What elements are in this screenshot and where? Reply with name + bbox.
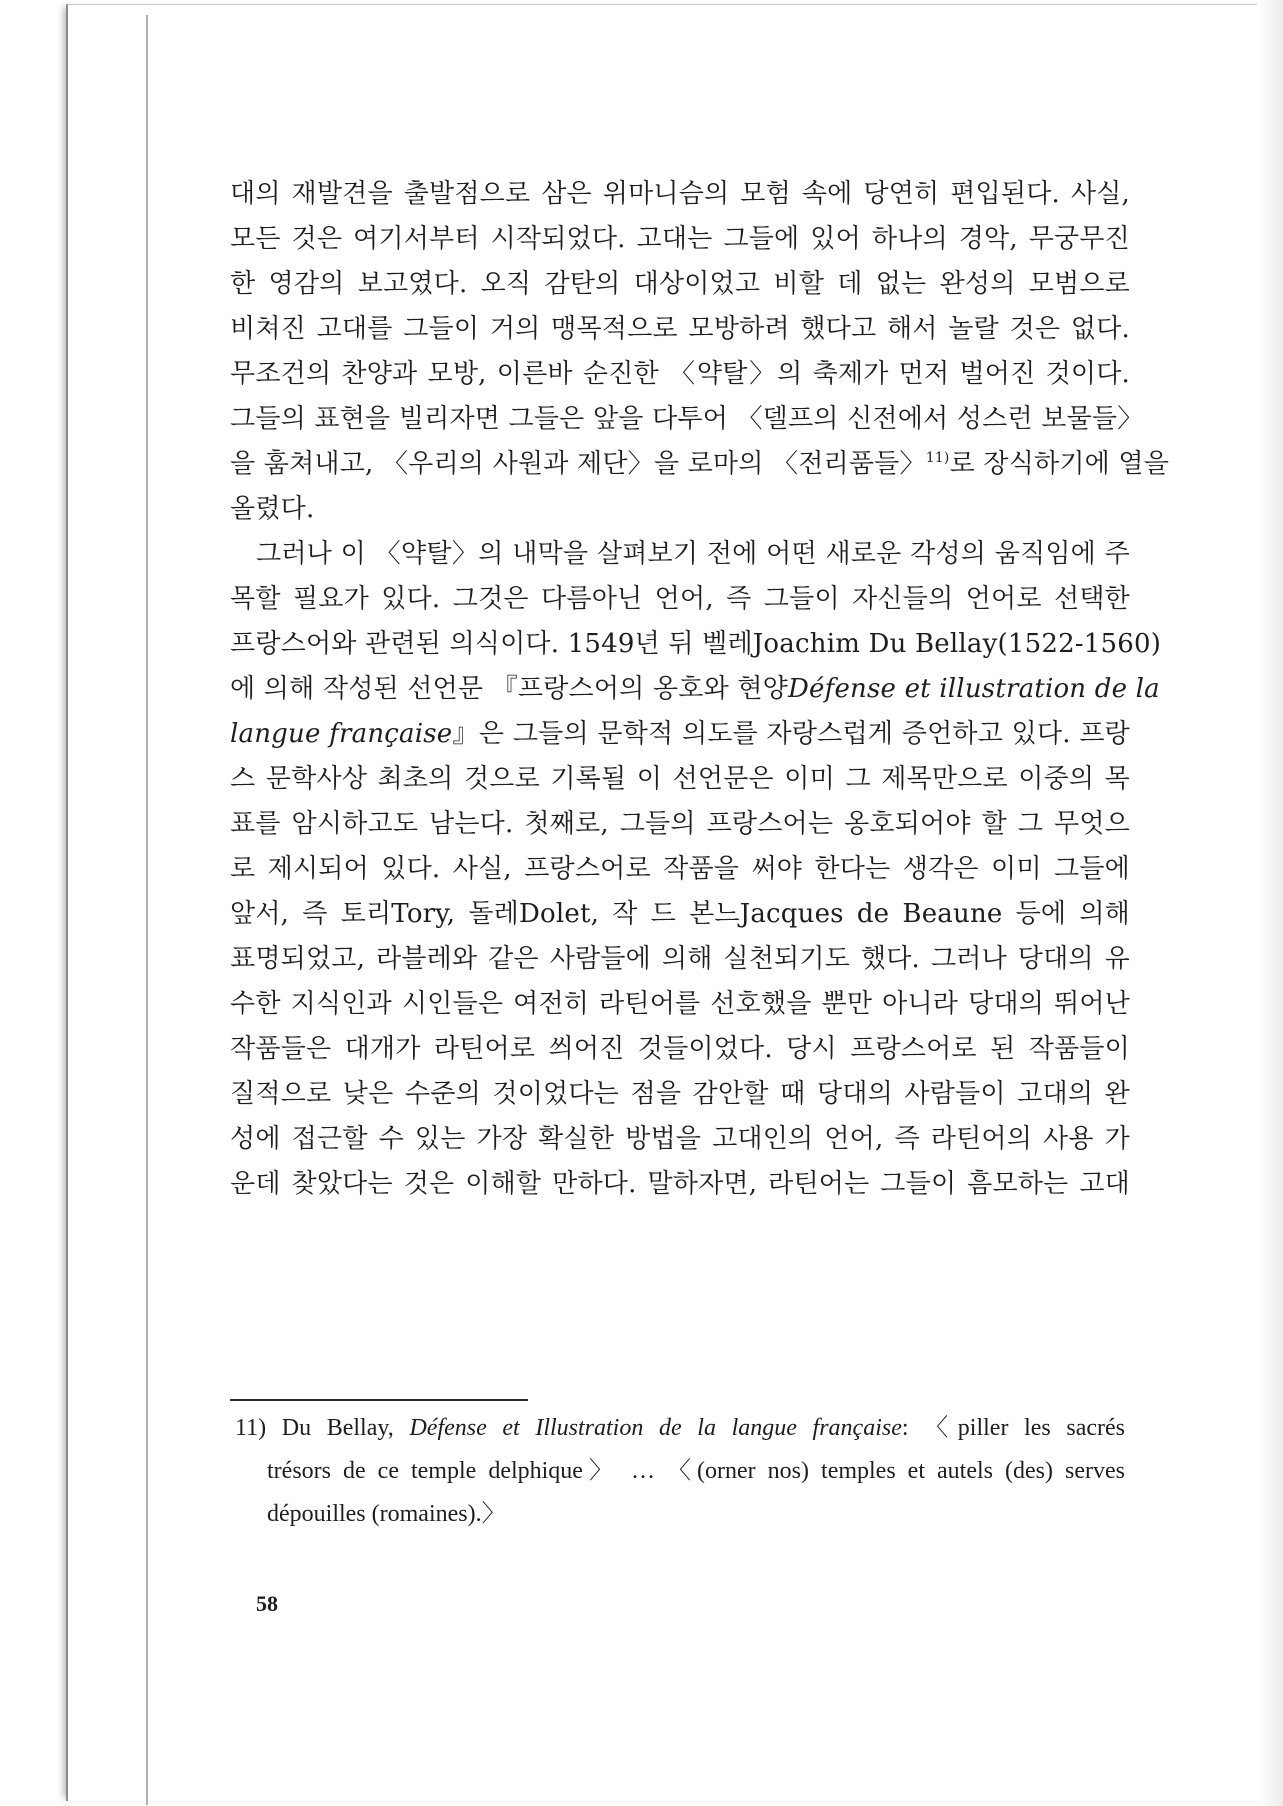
text-line: 성에 접근할 수 있는 가장 확실한 방법을 고대인의 언어, 즉 라틴어의 사용 가 xyxy=(230,1124,1130,1154)
text-line: 대의 재발견을 출발점으로 삼은 위마니슴의 모험 속에 당연히 편입된다. 사실, xyxy=(230,179,1130,209)
text-line: 운데 찾았다는 것은 이해할 만하다. 말하자면, 라틴어는 그들이 흠모하는 고대 xyxy=(230,1169,1130,1199)
footnote-text: Du Bellay, xyxy=(281,1415,410,1441)
text-line: 스 문학사상 최초의 것으로 기록될 이 선언문은 이미 그 제목만으로 이중의 목 xyxy=(230,764,1130,794)
text-line: 작품들은 대개가 라틴어로 씌어진 것들이었다. 당시 프랑스어로 된 작품들이 xyxy=(230,1034,1130,1064)
text-segment: 로 장식하기에 열을 xyxy=(949,449,1170,479)
text-segment: 에 의해 작성된 선언문 『프랑스어의 옹호와 현양 xyxy=(230,674,788,704)
paragraph-start-line: 그러나 이 〈약탈〉의 내막을 살펴보기 전에 어떤 새로운 각성의 움직임에 주 xyxy=(256,539,1130,569)
text-line: 표명되었고, 라블레와 같은 사람들에 의해 실천되기도 했다. 그러나 당대의 유 xyxy=(230,944,1130,974)
text-line: 한 영감의 보고였다. 오직 감탄의 대상이었고 비할 데 없는 완성의 모범으로 xyxy=(230,269,1130,299)
italic-title: Défense et illustration de la xyxy=(788,674,1160,704)
page-right-shadow xyxy=(1257,0,1283,1806)
footnote-reference: 11) xyxy=(925,450,950,466)
footnote-number: 11) xyxy=(235,1415,267,1441)
page-number: 58 xyxy=(256,1591,278,1616)
text-line: 모든 것은 여기서부터 시작되었다. 고대는 그들에 있어 하나의 경악, 무궁무진 xyxy=(230,224,1130,254)
text-line: 그들의 표현을 빌리자면 그들은 앞을 다투어 〈델프의 신전에서 성스런 보물들〉 xyxy=(230,404,1144,434)
text-line: 로 제시되어 있다. 사실, 프랑스어로 작품을 써야 한다는 생각은 이미 그들에 xyxy=(230,854,1130,884)
text-line: 수한 지식인과 시인들은 여전히 라틴어를 선호했을 뿐만 아니라 당대의 뛰어난 xyxy=(230,989,1130,1019)
text-line: 올렸다. xyxy=(230,494,315,524)
text-line: 무조건의 찬양과 모방, 이른바 순진한 〈약탈〉의 축제가 먼저 벌어진 것이다. xyxy=(230,359,1130,389)
footnote-text: : 〈piller les sacrés xyxy=(901,1415,1126,1441)
page-spine-edge xyxy=(146,15,148,1805)
text-line: 표를 암시하고도 남는다. 첫째로, 그들의 프랑스어는 옹호되어야 할 그 무엇으 xyxy=(230,809,1130,839)
footnote-divider xyxy=(230,1399,528,1401)
text-segment: 』은 그들의 문학적 의도를 자랑스럽게 증언하고 있다. 프랑 xyxy=(452,719,1130,749)
text-line xyxy=(230,667,1160,712)
footnote-line xyxy=(235,1407,1125,1450)
text-segment: 을 훔쳐내고, 〈우리의 사원과 제단〉을 로마의 〈전리품들〉 xyxy=(230,449,926,479)
text-line: 비쳐진 고대를 그들이 거의 맹목적으로 모방하려 했다고 해서 놀랄 것은 없다. xyxy=(230,314,1130,344)
text-line xyxy=(230,712,1130,757)
footnote-line: trésors de ce temple delphique〉 … 〈(orner nos) temples et autels (des) serves xyxy=(267,1458,1125,1484)
text-line: 질적으로 낮은 수준의 것이었다는 점을 감안할 때 당대의 사람들이 고대의 완 xyxy=(230,1079,1130,1109)
italic-title: langue française xyxy=(230,719,453,749)
text-line: 앞서, 즉 토리Tory, 돌레Dolet, 작 드 본느Jacques de Beaune 등에 의해 xyxy=(230,899,1130,929)
body-text xyxy=(230,172,1170,1207)
footnote-italic-title: Défense et Illustration de la langue française xyxy=(409,1415,902,1441)
text-line: 프랑스어와 관련된 의식이다. 1549년 뒤 벨레Joachim Du Bellay(1522-1560) xyxy=(230,629,1162,659)
footnote-block xyxy=(235,1407,1125,1536)
footnote-line: dépouilles (romaines).〉 xyxy=(267,1501,506,1527)
text-line xyxy=(230,442,1170,487)
text-line: 목할 필요가 있다. 그것은 다름아닌 언어, 즉 그들이 자신들의 언어로 선택한 xyxy=(230,584,1130,614)
